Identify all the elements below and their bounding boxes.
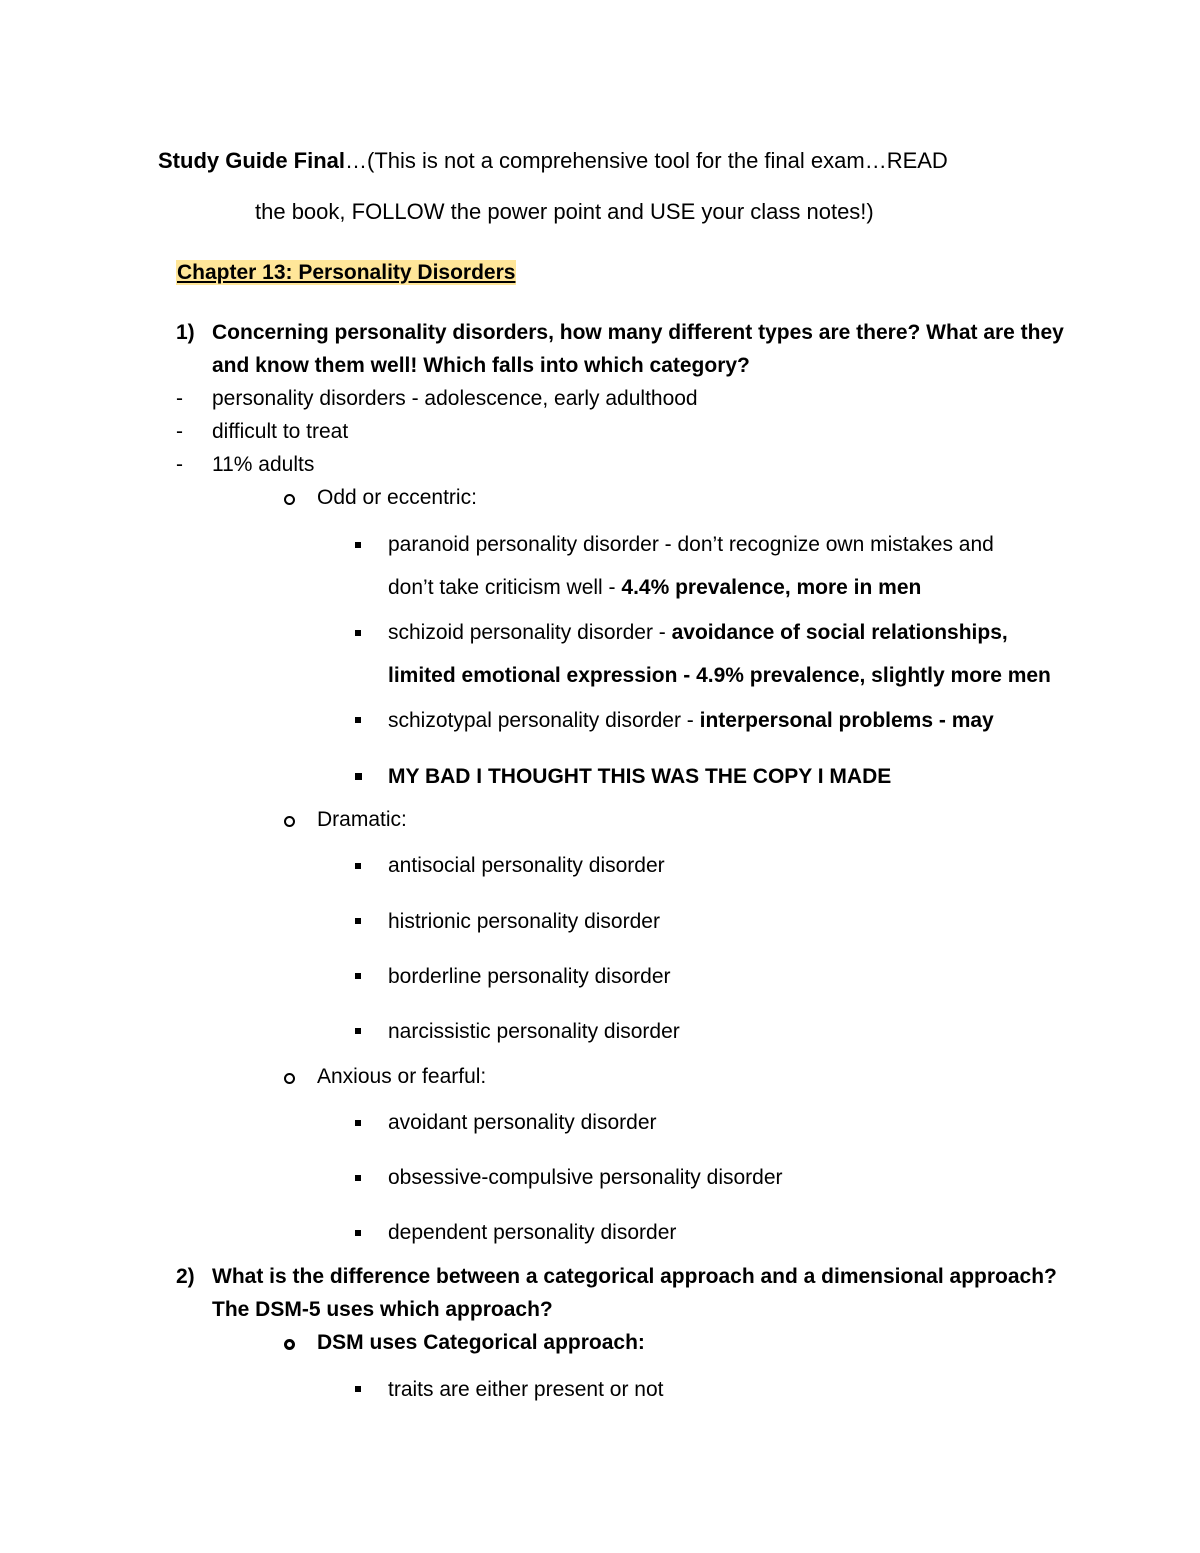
circle-bullet-icon xyxy=(284,816,295,827)
q1-line-2: and know them well! Which falls into which category? xyxy=(212,354,750,377)
chapter-heading-text: Chapter 13: Personality Disorders xyxy=(177,261,516,284)
schizoid-line-1 xyxy=(388,622,1008,643)
author-note: MY BAD I THOUGHT THIS WAS THE COPY I MADE xyxy=(388,765,892,788)
q2-number: 2) xyxy=(176,1265,195,1288)
schizotypal-plain: schizotypal personality disorder - xyxy=(388,709,700,732)
square-bullet-icon xyxy=(355,630,361,636)
schizoid-line-1-bold: avoidance of social relationships, xyxy=(671,621,1008,644)
anxious-item: obsessive-compulsive personality disorder xyxy=(388,1166,783,1189)
dramatic-item: antisocial personality disorder xyxy=(388,854,665,877)
paranoid-line-2-plain: don’t take criticism well - xyxy=(388,576,622,599)
title-bold: Study Guide Final xyxy=(158,148,346,173)
paranoid-line-1: paranoid personality disorder - don’t recognize own mistakes and xyxy=(388,533,994,556)
square-bullet-icon xyxy=(355,1175,361,1181)
q1-line-1: Concerning personality disorders, how many different types are there? What are they xyxy=(212,321,1064,344)
square-bullet-icon xyxy=(355,863,361,869)
q2-line-1: What is the difference between a categorical approach and a dimensional approach? xyxy=(212,1265,1057,1288)
dash-marker: - xyxy=(176,420,183,443)
square-bullet-icon xyxy=(355,918,361,924)
dramatic-item: histrionic personality disorder xyxy=(388,910,660,933)
dash-item: difficult to treat xyxy=(212,420,349,443)
square-bullet-icon xyxy=(355,1386,361,1392)
dramatic-item: narcissistic personality disorder xyxy=(388,1020,680,1043)
schizotypal-bold: interpersonal problems - may xyxy=(699,709,994,732)
title-line-2: the book, FOLLOW the power point and USE your class notes!) xyxy=(255,199,874,224)
chapter-heading xyxy=(176,262,516,283)
square-bullet-icon xyxy=(355,1230,361,1236)
dash-marker: - xyxy=(176,453,183,476)
q1-number: 1) xyxy=(176,321,195,344)
paranoid-line-2 xyxy=(388,577,921,598)
schizoid-line-2: limited emotional expression - 4.9% prevalence, slightly more men xyxy=(388,664,1051,687)
square-bullet-icon xyxy=(355,717,361,723)
dash-item: 11% adults xyxy=(212,453,315,476)
schizotypal-line xyxy=(388,710,994,731)
category-odd-label: Odd or eccentric: xyxy=(317,486,477,509)
dash-item: personality disorders - adolescence, early adulthood xyxy=(212,387,698,410)
square-bullet-icon xyxy=(355,1028,361,1034)
schizoid-line-1-plain: schizoid personality disorder - xyxy=(388,621,672,644)
q2-sub-label: DSM uses Categorical approach: xyxy=(317,1331,645,1354)
square-bullet-icon xyxy=(355,542,361,548)
circle-bullet-icon xyxy=(284,1073,295,1084)
title-rest: …(This is not a comprehensive tool for the final exam…READ xyxy=(345,148,948,173)
category-anxious-label: Anxious or fearful: xyxy=(317,1065,487,1088)
dramatic-item: borderline personality disorder xyxy=(388,965,671,988)
dash-marker: - xyxy=(176,387,183,410)
square-bullet-icon xyxy=(355,973,361,979)
category-dramatic-label: Dramatic: xyxy=(317,808,407,831)
title-line-1 xyxy=(158,150,948,172)
q2-sub-item: traits are either present or not xyxy=(388,1378,664,1401)
circle-bullet-icon xyxy=(284,494,295,505)
anxious-item: avoidant personality disorder xyxy=(388,1111,657,1134)
circle-bullet-icon xyxy=(284,1339,295,1350)
paranoid-prevalence: 4.4% prevalence, more in men xyxy=(621,576,922,599)
square-bullet-icon xyxy=(355,773,362,780)
anxious-item: dependent personality disorder xyxy=(388,1221,677,1244)
square-bullet-icon xyxy=(355,1120,361,1126)
q2-line-2: The DSM-5 uses which approach? xyxy=(212,1298,553,1321)
